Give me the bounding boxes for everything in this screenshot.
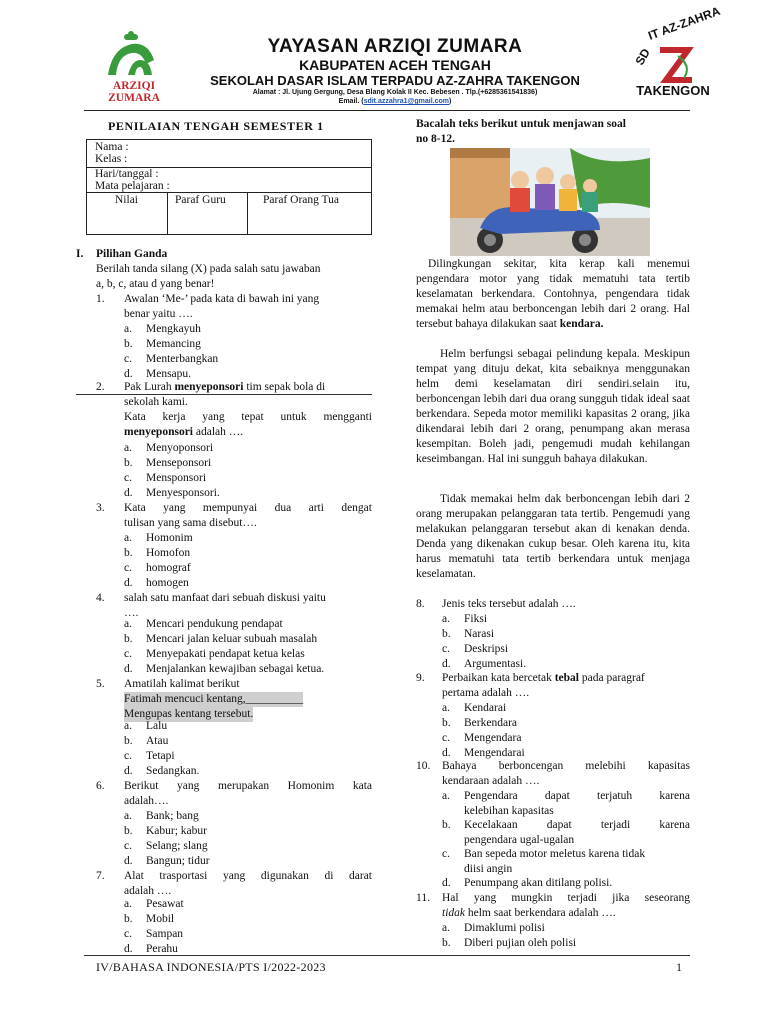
q5-sentence-2: Mengupas kentang tersebut. [124, 708, 254, 720]
q1-number: 1. [96, 293, 105, 305]
svg-text:IT AZ-ZAHRA: IT AZ-ZAHRA [646, 3, 723, 43]
svg-text:SD: SD [632, 46, 653, 68]
q7-line-1: Alat trasportasi yang digunakan di darat [124, 870, 372, 882]
q10-option-d[interactable]: d. Penumpang akan ditilang polisi. [442, 877, 613, 889]
reading-intro-2: no 8-12. [416, 133, 455, 145]
question-2 [96, 380, 372, 440]
q8-option-b[interactable]: b. Narasi [442, 628, 495, 640]
q4-line-2: …. [124, 607, 139, 619]
q7-option-d[interactable]: d. Perahu [124, 943, 178, 955]
q4-option-d[interactable]: d. Menjalankan kewajiban sebagai ketua. [124, 663, 325, 675]
section-title: Pilihan Ganda [96, 248, 168, 260]
reading-bold-word: kendara. [559, 318, 604, 330]
q6-line-2: adalah…. [124, 795, 169, 807]
q9-number: 9. [416, 672, 425, 684]
q11-option-a[interactable]: a. Dimaklumi polisi [442, 922, 545, 934]
q1-option-b[interactable]: b. Memancing [124, 338, 201, 350]
q9-option-b[interactable]: b. Berkendara [442, 717, 517, 729]
q4-option-a[interactable]: a. Mencari pendukung pendapat [124, 618, 283, 630]
question-8 [416, 597, 690, 612]
q8-number: 8. [416, 598, 425, 610]
kelas-field[interactable]: Kelas : [95, 153, 128, 165]
nama-field[interactable]: Nama : [95, 141, 129, 153]
q6-option-a[interactable]: a. Bank; bang [124, 810, 199, 822]
q7-line-2: adalah …. [124, 885, 172, 897]
motorcycle-illustration [450, 148, 650, 256]
q4-line-1: salah satu manfaat dari sebuah diskusi yaitu [124, 592, 326, 604]
question-10 [416, 759, 690, 789]
q6-option-b[interactable]: b. Kabur; kabur [124, 825, 207, 837]
email-label: Email. ( [338, 98, 364, 105]
q5-option-d[interactable]: d. Sedangkan. [124, 765, 200, 777]
q4-number: 4. [96, 592, 105, 604]
q4-option-b[interactable]: b. Mencari jalan keluar subuah masalah [124, 633, 318, 645]
q10-line-2: kendaraan adalah …. [442, 775, 540, 787]
footer-divider [84, 955, 690, 956]
q1-option-d[interactable]: d. Mensapu. [124, 368, 192, 380]
school-email [180, 98, 610, 105]
school-name: SEKOLAH DASAR ISLAM TERPADU AZ-ZAHRA TAKENGON [210, 73, 580, 88]
q2-line-1: Pak Lurah menyeponsori tim sepak bola di [124, 381, 326, 393]
q5-option-c[interactable]: c. Tetapi [124, 750, 175, 762]
email-close: ) [448, 98, 452, 105]
q3-option-a[interactable]: a. Homonim [124, 532, 193, 544]
q2-line-4: menyeponsori adalah …. [124, 426, 244, 438]
regency-name: KABUPATEN ACEH TENGAH [299, 57, 491, 73]
q2-bold-word: menyeponsori [174, 381, 244, 393]
q9-option-a[interactable]: a. Kendarai [442, 702, 507, 714]
q5-sentence-1: Fatimah mencuci kentang,__________ [124, 693, 304, 705]
q5-line-1: Amatilah kalimat berikut [124, 678, 240, 690]
q2-option-a[interactable]: a. Menyoponsori [124, 442, 214, 454]
q2-strike-line [76, 394, 372, 395]
q5-number: 5. [96, 678, 105, 690]
footer-left: IV/BAHASA INDONESIA/PTS I/2022-2023 [96, 960, 326, 974]
q2-line-3: Kata kerja yang tepat untuk mengganti [124, 411, 372, 423]
page-number: 1 [676, 960, 682, 974]
q8-option-c[interactable]: c. Deskripsi [442, 643, 509, 655]
q5-option-b[interactable]: b. Atau [124, 735, 169, 747]
reading-intro-1: Bacalah teks berikut untuk menjawan soal [416, 118, 626, 130]
q5-option-a[interactable]: a. Lalu [124, 720, 168, 732]
q11-line-1: Hal yang mungkin terjadi jika seseorang [442, 892, 690, 904]
q6-option-d[interactable]: d. Bangun; tidur [124, 855, 210, 867]
q11-option-b[interactable]: b. Diberi pujian oleh polisi [442, 937, 577, 949]
question-11 [416, 891, 690, 921]
q9-line-1: Perbaikan kata bercetak tebal pada paragraf [442, 672, 645, 684]
question-5 [96, 677, 372, 722]
q2-line-2: sekolah kami. [124, 396, 188, 408]
question-3 [96, 501, 372, 531]
q1-line-1: Awalan ‘Me-’ pada kata di bawah ini yang [124, 293, 320, 305]
id-vline-2 [247, 192, 248, 234]
q10-option-b[interactable]: b. Kecelakaan dapat terjadi karena pengendara ugal-ugalan [442, 819, 690, 846]
section-number: I. [76, 248, 84, 260]
q11-number: 11. [416, 892, 430, 904]
q3-line-2: tulisan yang sama disebut…. [124, 517, 257, 529]
q2-option-c[interactable]: c. Mensponsori [124, 472, 207, 484]
nilai-label: Nilai [115, 194, 138, 206]
q4-option-c[interactable]: c. Menyepakati pendapat ketua kelas [124, 648, 305, 660]
paraf-guru-label: Paraf Guru [175, 194, 226, 206]
question-7 [96, 869, 372, 899]
question-1 [96, 292, 372, 322]
q10-number: 10. [416, 760, 431, 772]
q8-line-1: Jenis teks tersebut adalah …. [442, 598, 576, 610]
id-vline-1 [167, 192, 168, 234]
q11-line-2: tidak helm saat berkendara adalah …. [442, 907, 616, 919]
q3-option-c[interactable]: c. homograf [124, 562, 191, 574]
school-address: Alamat : Jl. Ujung Gergung, Desa Blang Kolak II Kec. Bebesen . Tlp.(+6285361541836) [252, 89, 538, 96]
paraf-ortu-label: Paraf Orang Tua [263, 194, 340, 206]
section-instruction-1: Berilah tanda silang (X) pada salah satu jawaban [96, 263, 321, 275]
q10-option-a[interactable]: a. Pengendara dapat terjatuh karena kelebihan kapasitas [442, 790, 690, 817]
q2-number: 2. [96, 381, 105, 393]
q1-option-a[interactable]: a. Mengkayuh [124, 323, 201, 335]
q9-option-d[interactable]: d. Mengendarai [442, 747, 525, 759]
q7-option-c[interactable]: c. Sampan [124, 928, 184, 940]
q10-option-c[interactable]: c. Ban sepeda motor meletus karena tidak diisi angin [442, 848, 646, 875]
q8-option-d[interactable]: d. Argumentasi. [442, 658, 527, 670]
email-link[interactable]: sdit.azzahra1@gmail.com [363, 98, 449, 105]
q7-number: 7. [96, 870, 105, 882]
q6-option-c[interactable]: c. Selang; slang [124, 840, 208, 852]
q2-option-d[interactable]: d. Menyesponsori. [124, 487, 220, 499]
header-divider [84, 110, 690, 111]
q6-number: 6. [96, 780, 105, 792]
q6-line-1: Berikut yang merupakan Homonim kata [124, 780, 372, 792]
q9-line-2: pertama adalah …. [442, 687, 530, 699]
reading-paragraph-1: Dilingkungan sekitar, kita kerap kali menemui pengendara motor yang tidak mematuhi tata tertib keselamatan berkendara. Contohnya, pengendara tidak memakai helm atau berboncengan lebih dari 2 orang. Hal tersebut bahaya dilakukan saat kendara. [416, 258, 690, 330]
q1-line-2: benar yaitu …. [124, 308, 193, 320]
reading-paragraph-3: Tidak memakai helm dak berboncengan lebih dari 2 orang merupakan pelanggaran tata tertib. Pengemudi yang melakukan pelanggaran tersebut akan di kenakan denda. Denda yang dikenakan cukup besar. Oleh karena itu, kita harus mematuhi tata tertib berkendara untuk menjaga keselamatan. [416, 493, 690, 580]
mapel-field[interactable]: Mata pelajaran : [95, 180, 170, 192]
question-9 [416, 671, 690, 701]
q7-option-a[interactable]: a. Pesawat [124, 898, 184, 910]
q3-number: 3. [96, 502, 105, 514]
q9-option-c[interactable]: c. Mengendara [442, 732, 522, 744]
foundation-name: YAYASAN ARZIQI ZUMARA [267, 36, 523, 57]
seal-bottom-text: TAKENGON [636, 83, 710, 98]
family-on-motorcycle-icon [450, 148, 650, 256]
q3-line-1: Kata yang mempunyai dua arti dengat [124, 502, 372, 514]
q2-option-b[interactable]: b. Menseponsori [124, 457, 212, 469]
identity-box [86, 139, 372, 235]
q10-line-1: Bahaya berboncengan melebihi kapasitas [442, 760, 690, 772]
hari-field[interactable]: Hari/tanggal : [95, 168, 159, 180]
section-instruction-2: a, b, c, atau d yang benar! [96, 278, 215, 290]
q1-option-c[interactable]: c. Menterbangkan [124, 353, 219, 365]
q3-option-b[interactable]: b. Homofon [124, 547, 191, 559]
exam-title: PENILAIAN TENGAH SEMESTER 1 [108, 119, 324, 133]
logo-left-text: ARZIQI ZUMARA [108, 80, 160, 104]
q8-option-a[interactable]: a. Fiksi [442, 613, 488, 625]
question-6 [96, 779, 372, 809]
q3-option-d[interactable]: d. homogen [124, 577, 189, 589]
q7-option-b[interactable]: b. Mobil [124, 913, 175, 925]
reading-paragraph-2: Helm berfungsi sebagai pelindung kepala. Meskipun tempat yang dituju dekat, kita sebaiknya menggunakan helm demi keselamatan diri sendiri.selain itu, berboncengan lebih dari dua orang sungguh tidak ideal saat berkendara. Sepeda motor memiliki kapasitas 2 orang, jika dikendarai lebih dari 2 orang, penumpang akan merasa kesempitan. Boleh jadi, pengemudi mudah kehilangan keseimbangan. Hal ini sungguh bahaya dilakukan. [416, 348, 690, 465]
